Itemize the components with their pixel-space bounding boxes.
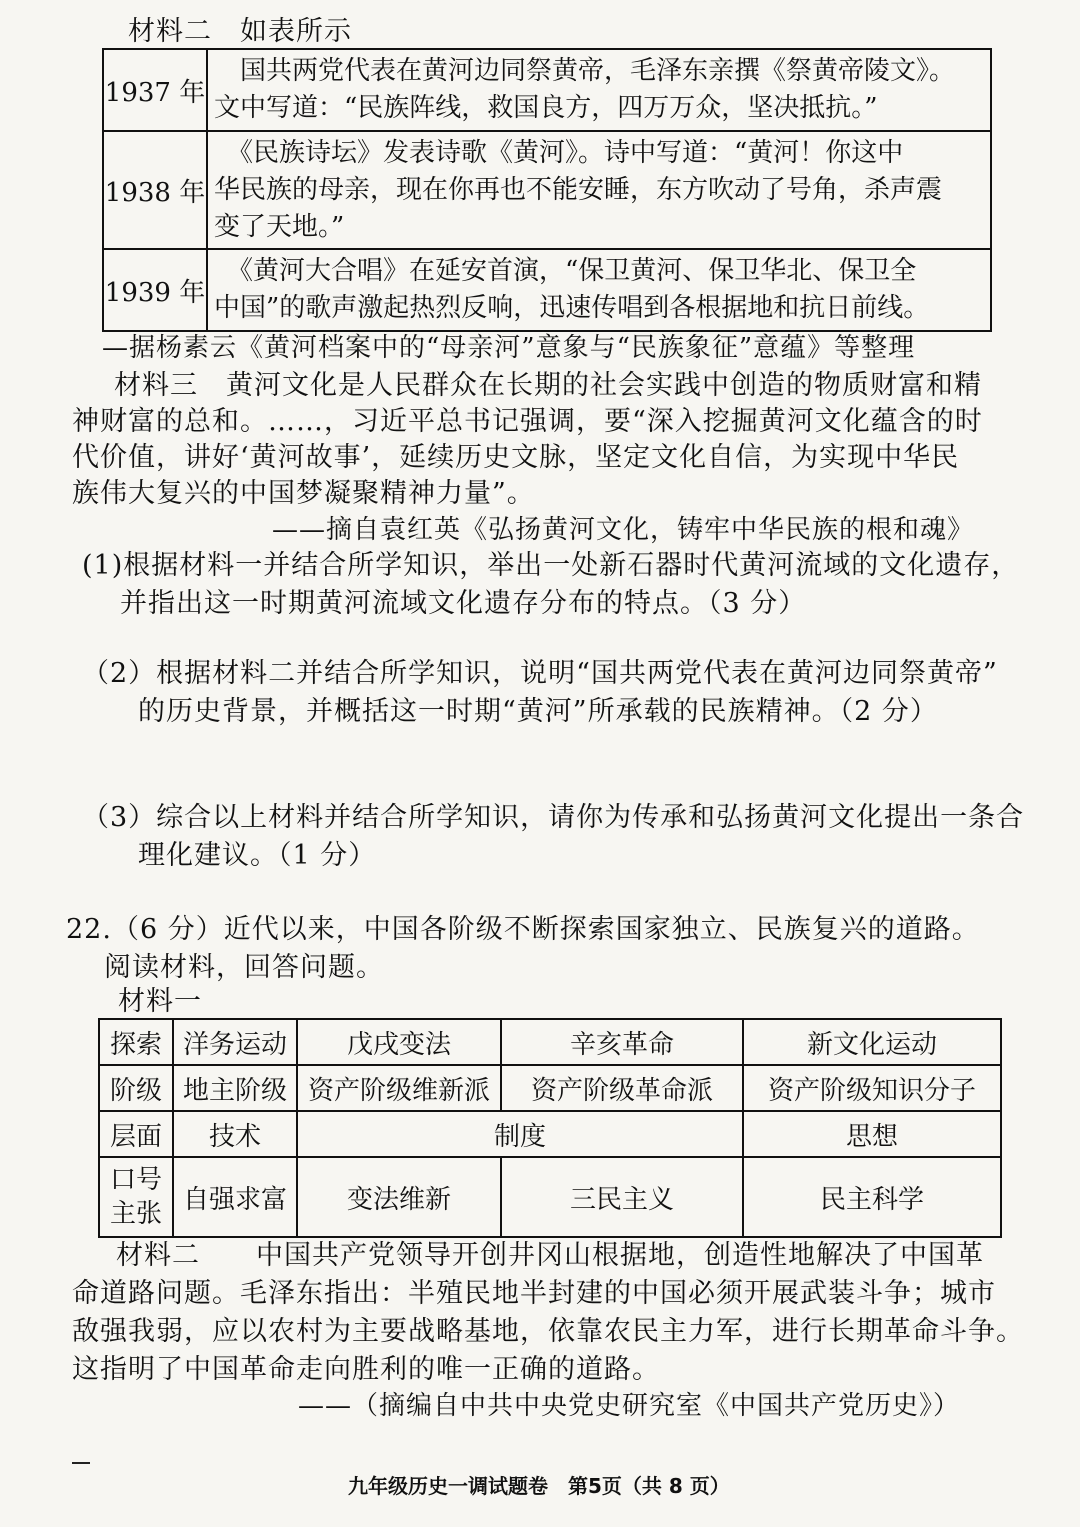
year-cell: 1939 年 (103, 249, 207, 331)
table-row (103, 249, 991, 331)
table-row: 探索 洋务运动 戊戌变法 辛亥革命 新文化运动 (99, 1019, 1001, 1065)
table-row (103, 131, 991, 249)
table-row: 阶级 地主阶级 资产阶级维新派 资产阶级革命派 资产阶级知识分子 (99, 1065, 1001, 1111)
row-header: 层面 (99, 1111, 173, 1157)
exam-page: 材料二 如表所示 1937 年 国共两党代表在黄河边同祭黄帝，毛泽东亲撰《祭黄帝陵文》。 文中写道：“民族阵线，救国良方，四万万众，坚决抵抗。” 1938 年 《民族诗坛》发表诗歌《黄河》。诗中写道：“黄河！你这中 华民族的母亲，现在你再也不能安睡，东方吹动了号角，杀声震 变了天地。” 1939 年 《黄河大合唱》在延安首演，“保卫黄河、保卫华北、保卫全 中国”的歌声激起热烈反响，迅速传唱到各根据地和抗日前线。 —据杨素云《黄河档案中的“母亲河”意象与“民族象征”意蕴》等整理 材料三 黄河文化是人民群众在长期的社会实践中创造的物质财富和精 神财富的总和。……，习近平总书记强调，要“深入挖掘黄河文化蕴含的时 代价值，讲好‘黄河故事’，延续历史文脉，坚定文化自信，为实现中华民 族伟大复兴的中国梦凝聚精神力量”。 ——摘自袁红英《弘扬黄河文化，铸牢中华民族的根和魂》 (1)根据材料一并结合所学知识，举出一处新石器时代黄河流域的文化遗存， 并指出这一时期黄河流域文化遗存分布的特点。（3 分） （2）根据材料二并结合所学知识，说明“国共两党代表在黄河边同祭黄帝” 的历史背景，并概括这一时期“黄河”所承载的民族精神。（2 分） （3）综合以上材料并结合所学知识，请你为传承和弘扬黄河文化提出一条合 理化建议。（1 分） 22.（6 分）近代以来，中国各阶级不断探索国家独立、民族复兴的道路。 阅读材料，回答问题。 材料一 探索 洋务运动 戊戌变法 辛亥革命 新文化运动 阶级 地主阶级 资产阶级维新派 资产阶级革命派 资产阶级知识分子 层面 技术 制度 思想 口号 主张 自强求富 变法维新 三民主义 民主科学 材料二 中国共产党领导开创井冈山根据地，创造性地解决了中国革 命道路问题。毛泽东指出：半殖民地半封建的中国必须开展武装斗争；城市 敌强我弱，应以农村为主要战略基地，依靠农民主力军，进行长期革命斗争。 这指明了中国革命走向胜利的唯一正确的道路。 ——（摘编自中共中央党史研究室《中国共产党历史》） 九年级历史一调试题卷 第5页（共 8 页） (66, 16, 1025, 1498)
event-cell: 《黄河大合唱》在延安首演，“保卫黄河、保卫华北、保卫全 中国”的歌声激起热烈反响，迅速传唱到各根据地和抗日前线。 (207, 249, 991, 331)
table-row: 层面 技术 制度 思想 (99, 1111, 1001, 1157)
event-cell: 《民族诗坛》发表诗歌《黄河》。诗中写道：“黄河！你这中 华民族的母亲，现在你再也不能安睡，东方吹动了号角，杀声震 变了天地。” (207, 131, 991, 249)
year-cell: 1937 年 (103, 49, 207, 131)
material2-source: ——（摘编自中共中央党史研究室《中国共产党历史》） (298, 1391, 961, 1421)
event-cell: 国共两党代表在黄河边同祭黄帝，毛泽东亲撰《祭黄帝陵文》。 文中写道：“民族阵线，救国良方，四万万众，坚决抵抗。” (207, 49, 991, 131)
material1-label: 材料一 (118, 986, 202, 1017)
huanghe-events-table (102, 48, 992, 332)
table-row: 口号 主张 自强求富 变法维新 三民主义 民主科学 (99, 1157, 1001, 1237)
exploration-table (98, 1018, 1002, 1238)
page-footer: 九年级历史一调试题卷 第5页（共 8 页） (348, 1474, 730, 1498)
margin-mark (72, 1462, 90, 1464)
source-citation: —据杨素云《黄河档案中的“母亲河”意象与“民族象征”意蕴》等整理 (102, 333, 916, 363)
table-row (103, 49, 991, 131)
material3-source: ——摘自袁红英《弘扬黄河文化，铸牢中华民族的根和魂》 (272, 515, 975, 545)
row-header: 口号 主张 (99, 1157, 173, 1237)
year-cell: 1938 年 (103, 131, 207, 249)
material2-heading: 材料二 如表所示 (128, 16, 352, 47)
row-header: 阶级 (99, 1065, 173, 1111)
row-header: 探索 (99, 1019, 173, 1065)
